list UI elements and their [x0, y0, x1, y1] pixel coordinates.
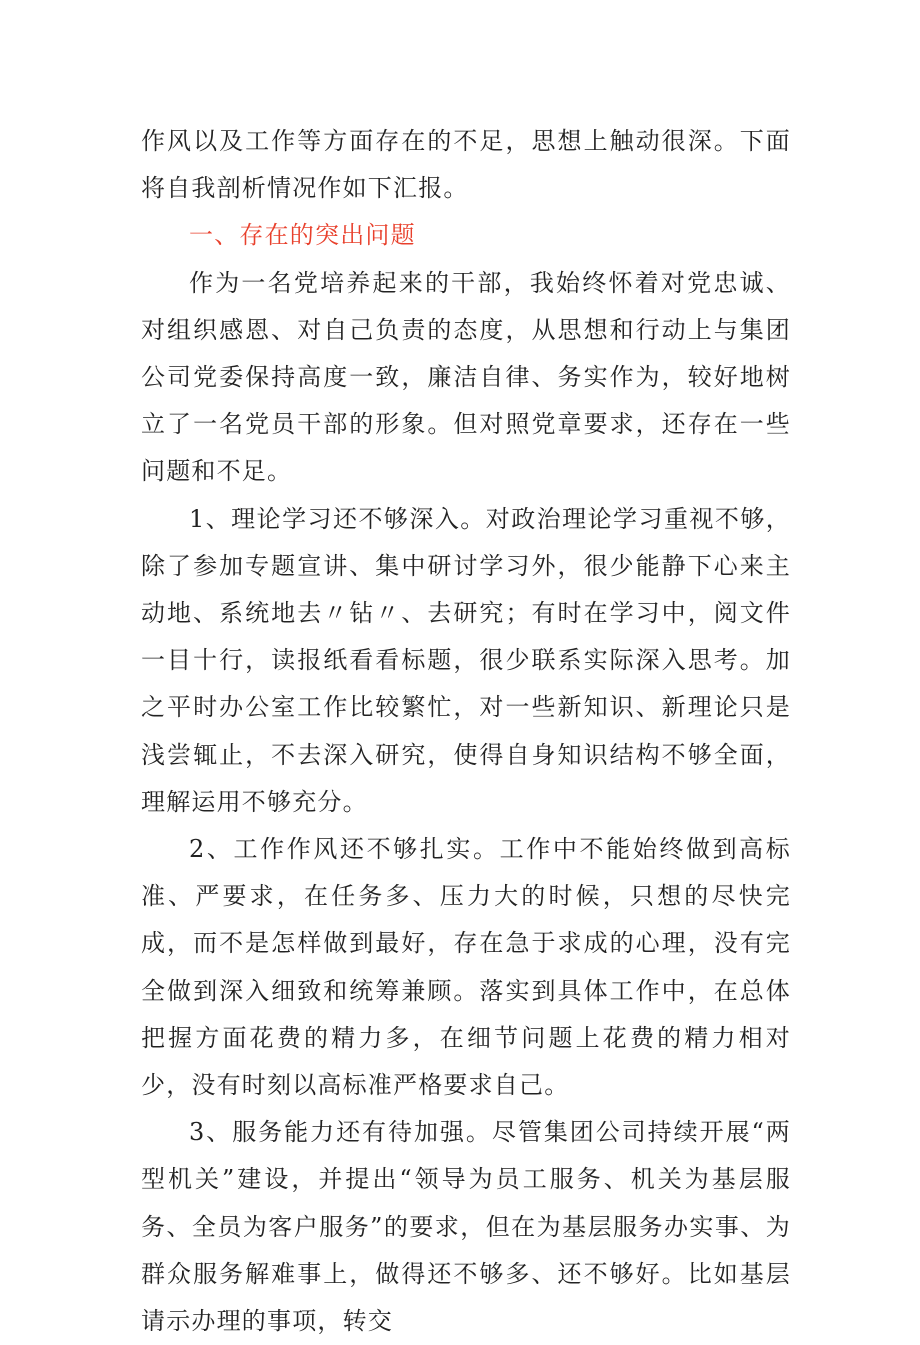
issue-2-paragraph: 2、工作作风还不够扎实。工作中不能始终做到高标准、严要求，在任务多、压力大的时候，只想的尽快完成，而不是怎样做到最好，存在急于求成的心理，没有完全做到深入细致和统筹兼顾。落实到具体工作中，在总体把握方面花费的精力多，在细节问题上花费的精力相对少，没有时刻以高标准严格要求自己。	[141, 835, 791, 1100]
intro-paragraph: 作风以及工作等方面存在的不足，思想上触动很深。下面将自我剖析情况作如下汇报。	[141, 127, 791, 203]
document-body	[141, 118, 791, 1345]
summary-paragraph: 作为一名党培养起来的干部，我始终怀着对党忠诚、对组织感恩、对自己负责的态度，从思想和行动上与集团公司党委保持高度一致，廉洁自律、务实作为，较好地树立了一名党员干部的形象。但对照党章要求，还存在一些问题和不足。	[141, 268, 791, 486]
issue-3-paragraph: 3、服务能力还有待加强。尽管集团公司持续开展“两型机关”建设，并提出“领导为员工服务、机关为基层服务、全员为客户服务”的要求，但在为基层服务办实事、为群众服务解难事上，做得还不够多、还不够好。比如基层请示办理的事项，转交	[141, 1118, 791, 1336]
section-heading: 一、存在的突出问题	[189, 221, 416, 250]
issue-1-paragraph: 1、理论学习还不够深入。对政治理论学习重视不够，除了参加专题宣讲、集中研讨学习外，很少能静下心来主动地、系统地去〃钻〃、去研究；有时在学习中，阅文件一目十行，读报纸看看标题，很少联系实际深入思考。加之平时办公室工作比较繁忙，对一些新知识、新理论只是浅尝辄止，不去深入研究，使得自身知识结构不够全面，理解运用不够充分。	[141, 504, 791, 816]
